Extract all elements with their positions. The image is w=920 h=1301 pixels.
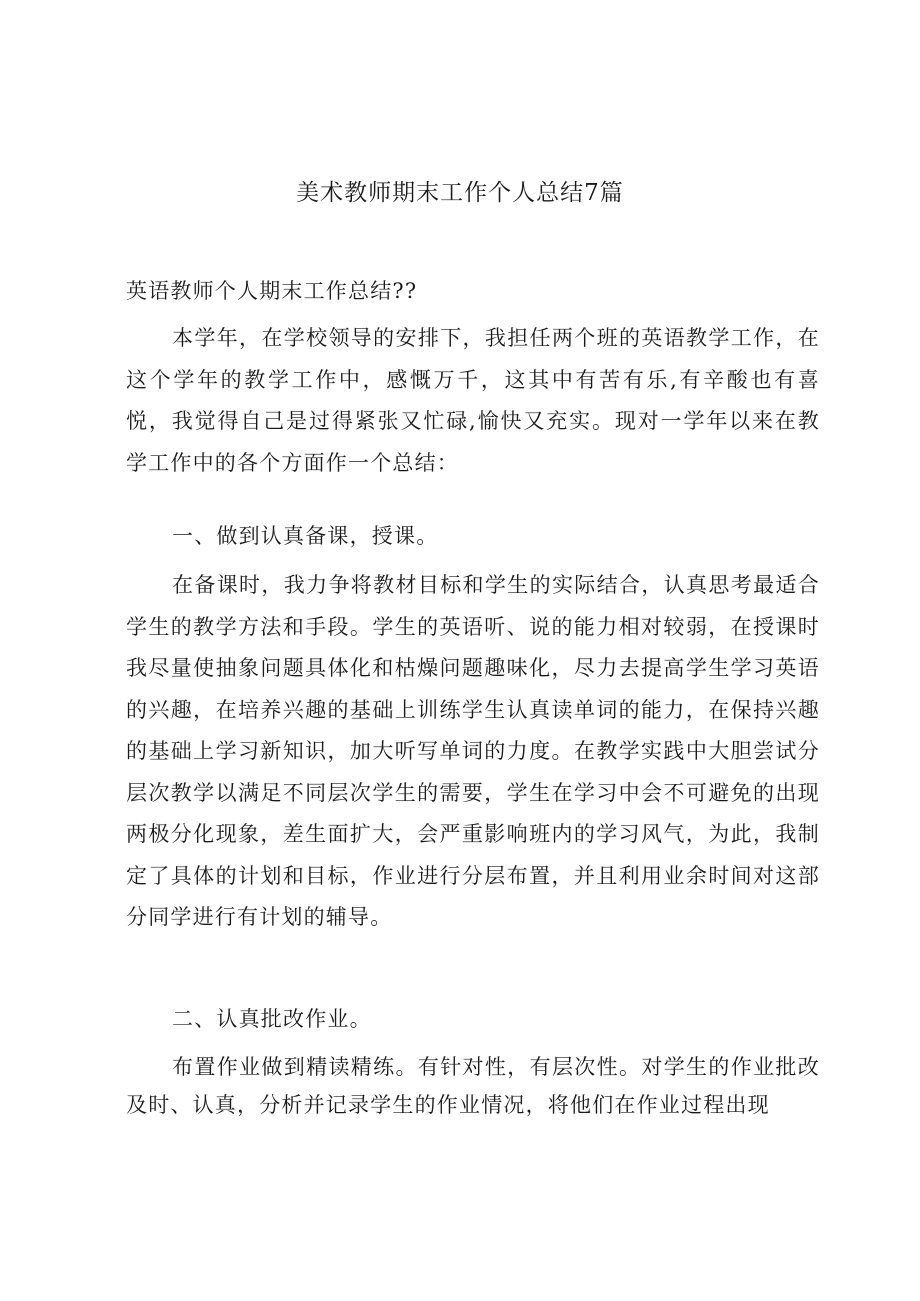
paragraph-intro: 本学年，在学校领导的安排下，我担任两个班的英语教学工作，在这个学年的教学工作中，感慨万千，这其中有苦有乐,有辛酸也有喜悦，我觉得自己是过得紧张又忙碌,愉快又充实。现对一学年以来在教学工作中的各个方面作一个总结： <box>126 326 820 475</box>
document-title: 美术教师期末工作个人总结7篇 <box>296 180 624 206</box>
paragraph-homework: 布置作业做到精读精练。有针对性，有层次性。对学生的作业批改及时、认真，分析并记录学生的作业情况，将他们在作业过程出现 <box>126 1055 820 1117</box>
document-subtitle: 英语教师个人期末工作总结?? <box>126 279 418 303</box>
section-heading-1: 一、做到认真备课，授课。 <box>172 524 439 548</box>
section-heading-2: 二、认真批改作业。 <box>172 1007 372 1031</box>
paragraph-lesson-prep: 在备课时，我力争将教材目标和学生的实际结合，认真思考最适合学生的教学方法和手段。学生的英语听、说的能力相对较弱，在授课时我尽量使抽象问题具体化和枯燥问题趣味化，尽力去提高学生学习英语的兴趣，在培养兴趣的基础上训练学生认真读单词的能力，在保持兴趣的基础上学习新知识，加大听写单词的力度。在教学实践中大胆尝试分层次教学以满足不同层次学生的需要，学生在学习中会不可避免的出现两极分化现象，差生面扩大，会严重影响班内的学习风气，为此，我制定了具体的计划和目标，作业进行分层布置，并且利用业余时间对这部分同学进行有计划的辅导。 <box>126 573 820 929</box>
